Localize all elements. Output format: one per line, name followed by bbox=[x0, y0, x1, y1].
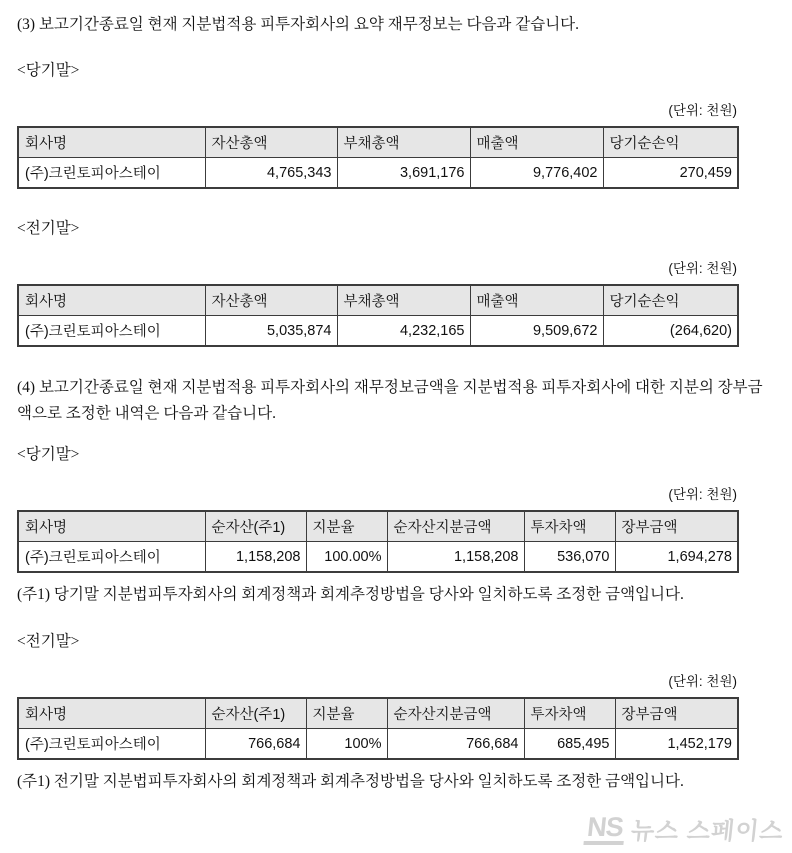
col-header-book-value: 장부금액 bbox=[615, 698, 738, 729]
cell-investment-diff: 685,495 bbox=[524, 729, 615, 760]
unit-note-3: (단위: 천원) bbox=[668, 487, 737, 502]
col-header-book-value: 장부금액 bbox=[615, 511, 738, 542]
cell-total-assets: 4,765,343 bbox=[205, 158, 337, 189]
cell-company-name: (주)크린토피아스테이 bbox=[18, 316, 205, 347]
unit-note-2: (단위: 천원) bbox=[668, 261, 737, 276]
table-row bbox=[18, 542, 738, 573]
col-header-company: 회사명 bbox=[18, 511, 205, 542]
col-header-net-asset-share: 순자산지분금액 bbox=[387, 511, 524, 542]
table-header-row bbox=[18, 285, 738, 316]
table-row bbox=[18, 729, 738, 760]
footnote-prior: (주1) 전기말 지분법피투자회사의 회계정책과 회계추정방법을 당사와 일치하도록 조정한 금액입니다. bbox=[17, 773, 684, 790]
col-header-total-liabilities: 부채총액 bbox=[337, 285, 470, 316]
table-header-row bbox=[18, 698, 738, 729]
col-header-company: 회사명 bbox=[18, 127, 205, 158]
col-header-company: 회사명 bbox=[18, 698, 205, 729]
col-header-company: 회사명 bbox=[18, 285, 205, 316]
table-header-row bbox=[18, 511, 738, 542]
table-header-row bbox=[18, 127, 738, 158]
cell-net-asset-share: 766,684 bbox=[387, 729, 524, 760]
summary-table-current bbox=[17, 126, 739, 189]
cell-net-assets: 766,684 bbox=[205, 729, 306, 760]
section-label-current-2: <당기말> bbox=[17, 446, 80, 463]
cell-net-income: (264,620) bbox=[603, 316, 738, 347]
newsspace-watermark bbox=[585, 814, 784, 845]
cell-investment-diff: 536,070 bbox=[524, 542, 615, 573]
cell-book-value: 1,452,179 bbox=[615, 729, 738, 760]
col-header-ownership: 지분율 bbox=[306, 698, 387, 729]
col-header-investment-diff: 투자차액 bbox=[524, 698, 615, 729]
col-header-ownership: 지분율 bbox=[306, 511, 387, 542]
cell-net-asset-share: 1,158,208 bbox=[387, 542, 524, 573]
col-header-total-assets: 자산총액 bbox=[205, 127, 337, 158]
cell-ownership: 100% bbox=[306, 729, 387, 760]
cell-company-name: (주)크린토피아스테이 bbox=[18, 542, 205, 573]
cell-revenue: 9,509,672 bbox=[470, 316, 603, 347]
cell-net-assets: 1,158,208 bbox=[205, 542, 306, 573]
table-row bbox=[18, 316, 738, 347]
col-header-net-income: 당기순손익 bbox=[603, 285, 738, 316]
unit-note-1: (단위: 천원) bbox=[668, 103, 737, 118]
section-label-current-1: <당기말> bbox=[17, 62, 80, 79]
col-header-total-liabilities: 부채총액 bbox=[337, 127, 470, 158]
col-header-total-assets: 자산총액 bbox=[205, 285, 337, 316]
col-header-net-income: 당기순손익 bbox=[603, 127, 738, 158]
paragraph-3: (3) 보고기간종료일 현재 지분법적용 피투자회사의 요약 재무정보는 다음과 같습니다. bbox=[17, 16, 580, 33]
col-header-investment-diff: 투자차액 bbox=[524, 511, 615, 542]
cell-company-name: (주)크린토피아스테이 bbox=[18, 729, 205, 760]
cell-revenue: 9,776,402 bbox=[470, 158, 603, 189]
cell-total-liabilities: 4,232,165 bbox=[337, 316, 470, 347]
col-header-net-asset-share: 순자산지분금액 bbox=[387, 698, 524, 729]
section-label-prior-2: <전기말> bbox=[17, 633, 80, 650]
cell-total-liabilities: 3,691,176 bbox=[337, 158, 470, 189]
cell-company-name: (주)크린토피아스테이 bbox=[18, 158, 205, 189]
newsspace-logo-icon: NS bbox=[583, 814, 626, 845]
cell-net-income: 270,459 bbox=[603, 158, 738, 189]
summary-table-prior bbox=[17, 284, 739, 347]
col-header-revenue: 매출액 bbox=[470, 285, 603, 316]
section-label-prior-1: <전기말> bbox=[17, 220, 80, 237]
newsspace-logo-text: 뉴스 스페이스 bbox=[629, 818, 786, 845]
col-header-net-assets: 순자산(주1) bbox=[205, 511, 306, 542]
footnote-current: (주1) 당기말 지분법피투자회사의 회계정책과 회계추정방법을 당사와 일치하도록 조정한 금액입니다. bbox=[17, 586, 684, 603]
cell-book-value: 1,694,278 bbox=[615, 542, 738, 573]
paragraph-4: (4) 보고기간종료일 현재 지분법적용 피투자회사의 재무정보금액을 지분법적용 피투자회사에 대한 지분의 장부금액으로 조정한 내역은 다음과 같습니다. bbox=[17, 379, 763, 422]
unit-note-4: (단위: 천원) bbox=[668, 674, 737, 689]
adjustment-table-current bbox=[17, 510, 739, 573]
col-header-net-assets: 순자산(주1) bbox=[205, 698, 306, 729]
adjustment-table-prior bbox=[17, 697, 739, 760]
cell-ownership: 100.00% bbox=[306, 542, 387, 573]
table-row bbox=[18, 158, 738, 189]
cell-total-assets: 5,035,874 bbox=[205, 316, 337, 347]
col-header-revenue: 매출액 bbox=[470, 127, 603, 158]
